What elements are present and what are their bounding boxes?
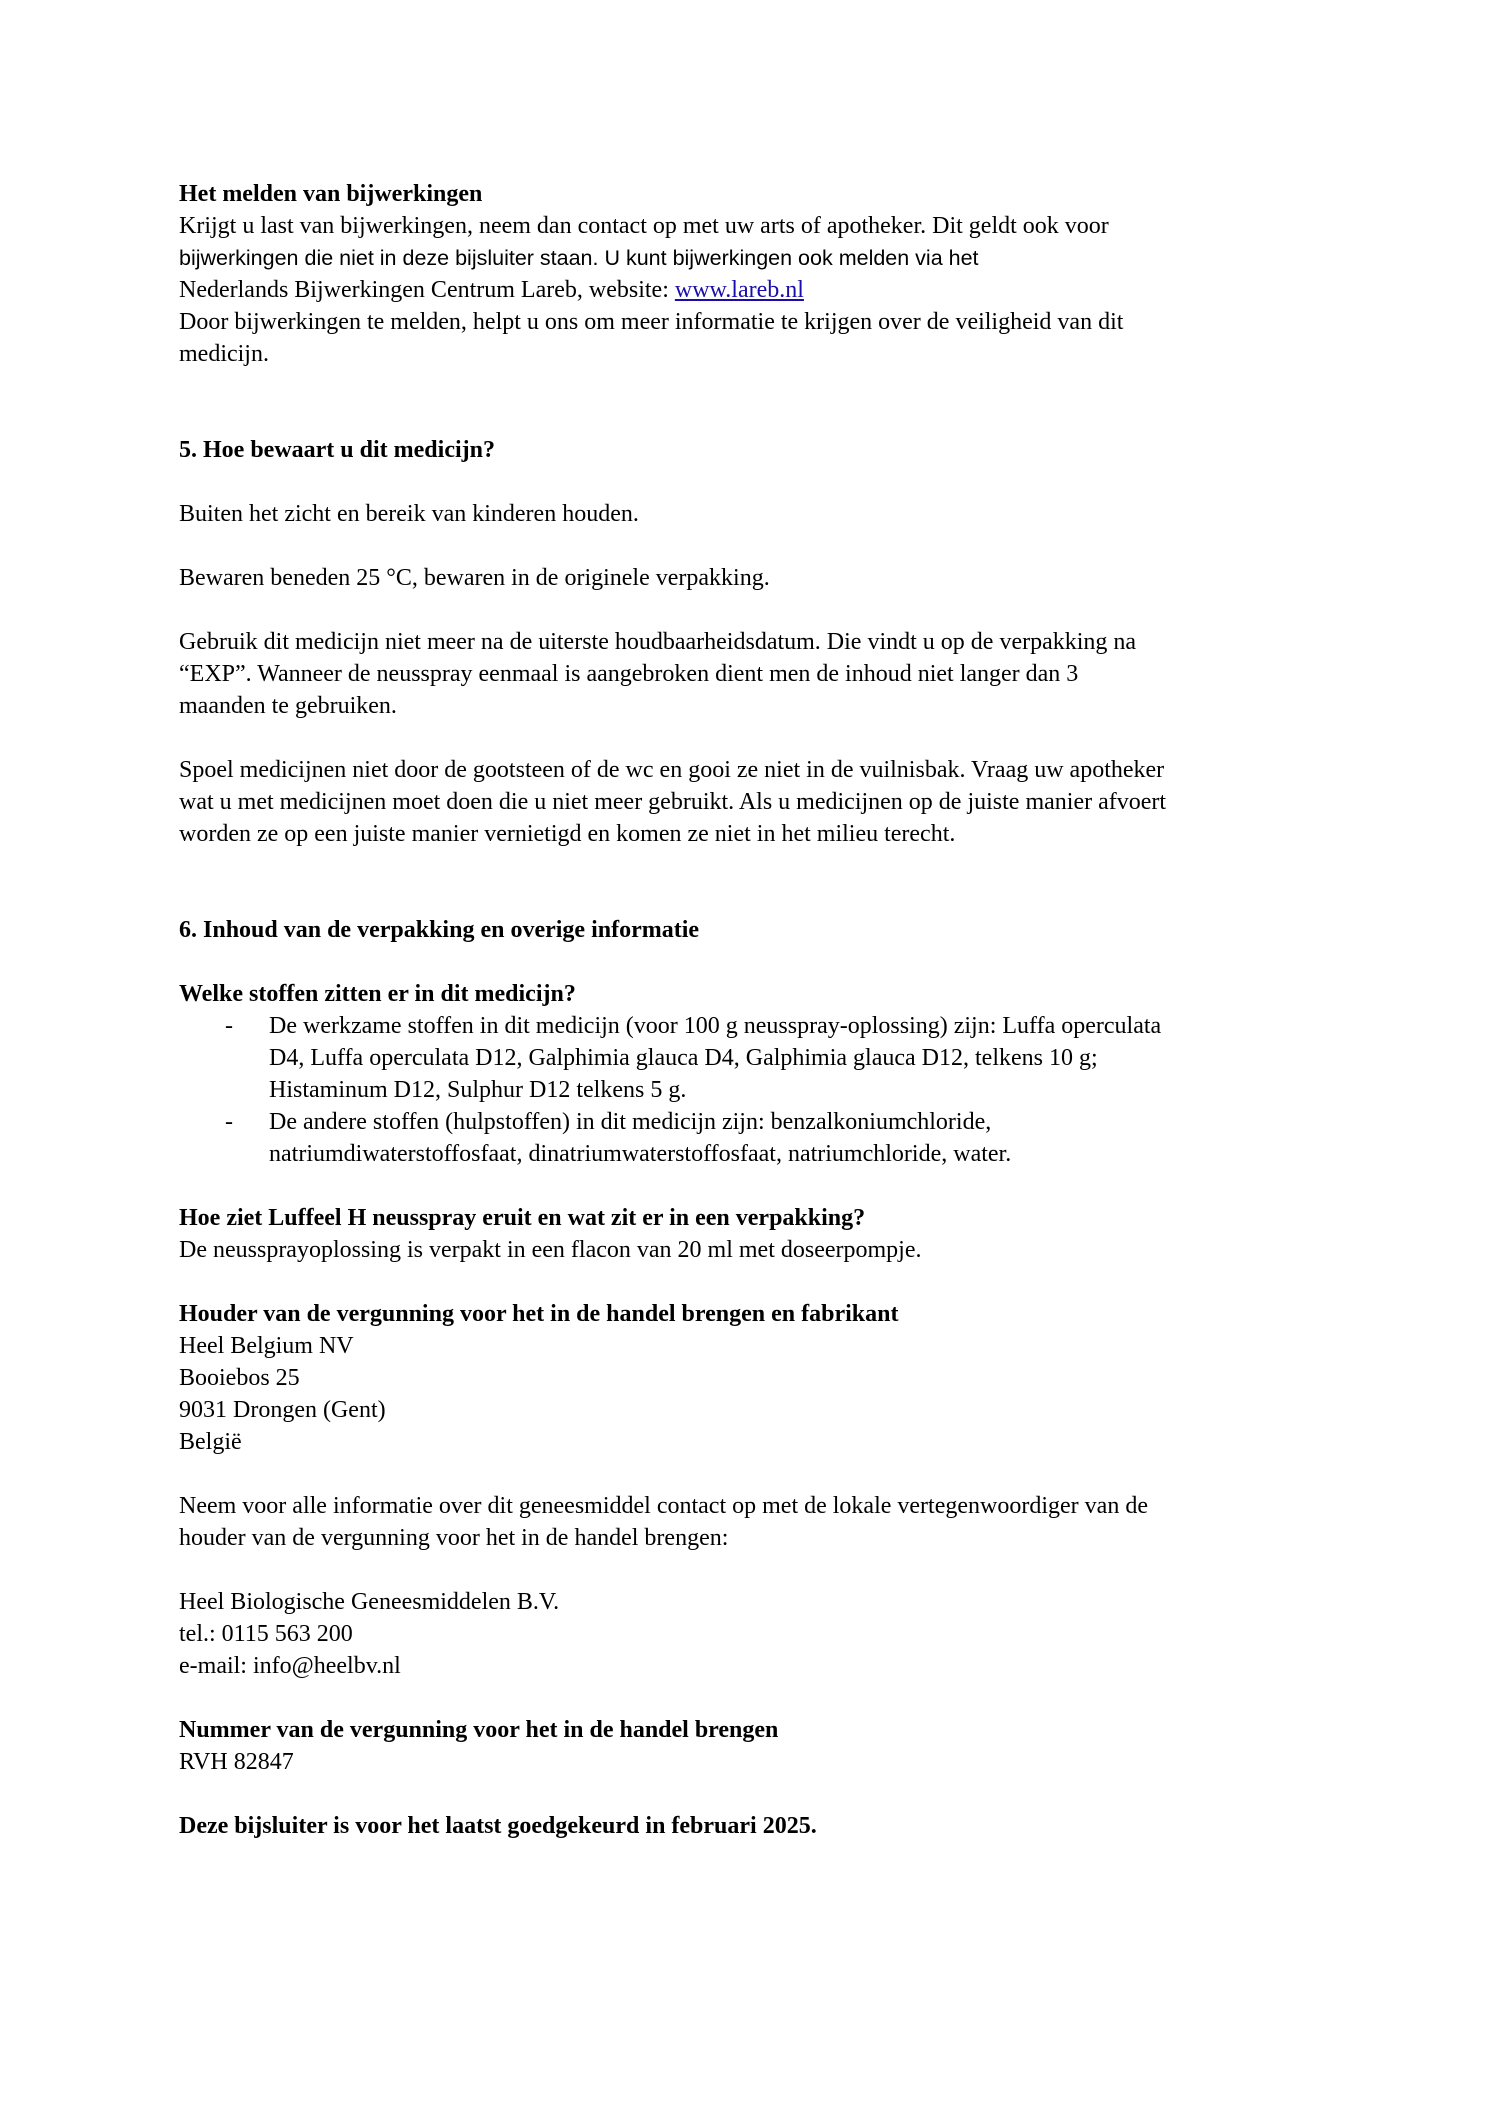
appearance-heading: Hoe ziet Luffeel H neusspray eruit en wat zit er in een verpakking?: [179, 1205, 866, 1231]
dash-bullet: -: [225, 1013, 233, 1039]
list-item-line: natriumdiwaterstoffosfaat, dinatriumwaterstoffosfaat, natriumchloride, water.: [269, 1141, 1012, 1167]
list-item-line: D4, Luffa operculata D12, Galphimia glauca D4, Galphimia glauca D12, telkens 10 g;: [269, 1045, 1098, 1071]
section-6-heading: 6. Inhoud van de verpakking en overige informatie: [179, 917, 700, 943]
side-effects-line: Krijgt u last van bijwerkingen, neem dan contact op met uw arts of apotheker. Dit geldt ook voor: [179, 213, 1109, 239]
list-item-line: De werkzame stoffen in dit medicijn (voor 100 g neusspray-oplossing) zijn: Luffa operculata: [269, 1013, 1162, 1039]
leaflet-page: [179, 178, 1329, 1842]
license-number: RVH 82847: [179, 1749, 294, 1775]
holder-line: België: [179, 1429, 242, 1455]
appearance-text: De neussprayoplossing is verpakt in een flacon van 20 ml met doseerpompje.: [179, 1237, 922, 1263]
dash-bullet: -: [225, 1109, 233, 1135]
contact-line: tel.: 0115 563 200: [179, 1621, 353, 1647]
expiry-line: “EXP”. Wanneer de neusspray eenmaal is aangebroken dient men de inhoud niet langer dan 3: [179, 661, 1079, 687]
side-effects-line: [179, 274, 1329, 306]
substances-heading: Welke stoffen zitten er in dit medicijn?: [179, 981, 576, 1007]
expiry-line: Gebruik dit medicijn niet meer na de uiterste houdbaarheidsdatum. Die vindt u op de verpakking na: [179, 629, 1137, 655]
side-effects-line: [179, 242, 1329, 274]
disposal-line: worden ze op een juiste manier vernietigd en komen ze niet in het milieu terecht.: [179, 821, 956, 847]
list-item: [179, 1106, 1329, 1170]
side-effects-line: Door bijwerkingen te melden, helpt u ons om meer informatie te krijgen over de veiligheid van dit: [179, 309, 1124, 335]
storage-paragraph: Bewaren beneden 25 °C, bewaren in de originele verpakking.: [179, 565, 770, 591]
holder-line: Heel Belgium NV: [179, 1333, 354, 1359]
side-effects-line-text: bijwerkingen die niet in deze bijsluiter staan. U kunt bijwerkingen ook melden via het: [179, 246, 979, 270]
lareb-label: Nederlands Bijwerkingen Centrum Lareb, website:: [179, 277, 675, 303]
contact-intro-line: houder van de vergunning voor het in de handel brengen:: [179, 1525, 729, 1551]
license-heading: Nummer van de vergunning voor het in de handel brengen: [179, 1717, 779, 1743]
disposal-line: Spoel medicijnen niet door de gootsteen of de wc en gooi ze niet in de vuilnisbak. Vraag uw apotheker: [179, 757, 1165, 783]
contact-line: Heel Biologische Geneesmiddelen B.V.: [179, 1589, 560, 1615]
substances-list: [179, 1010, 1329, 1170]
disposal-line: wat u met medicijnen moet doen die u niet meer gebruikt. Als u medicijnen op de juiste manier afvoert: [179, 789, 1167, 815]
side-effects-line: medicijn.: [179, 341, 269, 367]
contact-intro-line: Neem voor alle informatie over dit geneesmiddel contact op met de lokale vertegenwoordiger van de: [179, 1493, 1148, 1519]
storage-paragraph: Buiten het zicht en bereik van kinderen houden.: [179, 501, 639, 527]
list-item-line: Histaminum D12, Sulphur D12 telkens 5 g.: [269, 1077, 687, 1103]
lareb-link[interactable]: www.lareb.nl: [674, 277, 804, 303]
holder-line: Booiebos 25: [179, 1365, 300, 1391]
contact-line: e-mail: info@heelbv.nl: [179, 1653, 401, 1679]
holder-heading: Houder van de vergunning voor het in de handel brengen en fabrikant: [179, 1301, 899, 1327]
list-item: [179, 1010, 1329, 1106]
section-5-heading: 5. Hoe bewaart u dit medicijn?: [179, 437, 495, 463]
approval-date: Deze bijsluiter is voor het laatst goedgekeurd in februari 2025.: [179, 1813, 817, 1839]
side-effects-heading: Het melden van bijwerkingen: [179, 181, 483, 207]
holder-line: 9031 Drongen (Gent): [179, 1397, 386, 1423]
expiry-line: maanden te gebruiken.: [179, 693, 397, 719]
list-item-line: De andere stoffen (hulpstoffen) in dit medicijn zijn: benzalkoniumchloride,: [269, 1109, 992, 1135]
